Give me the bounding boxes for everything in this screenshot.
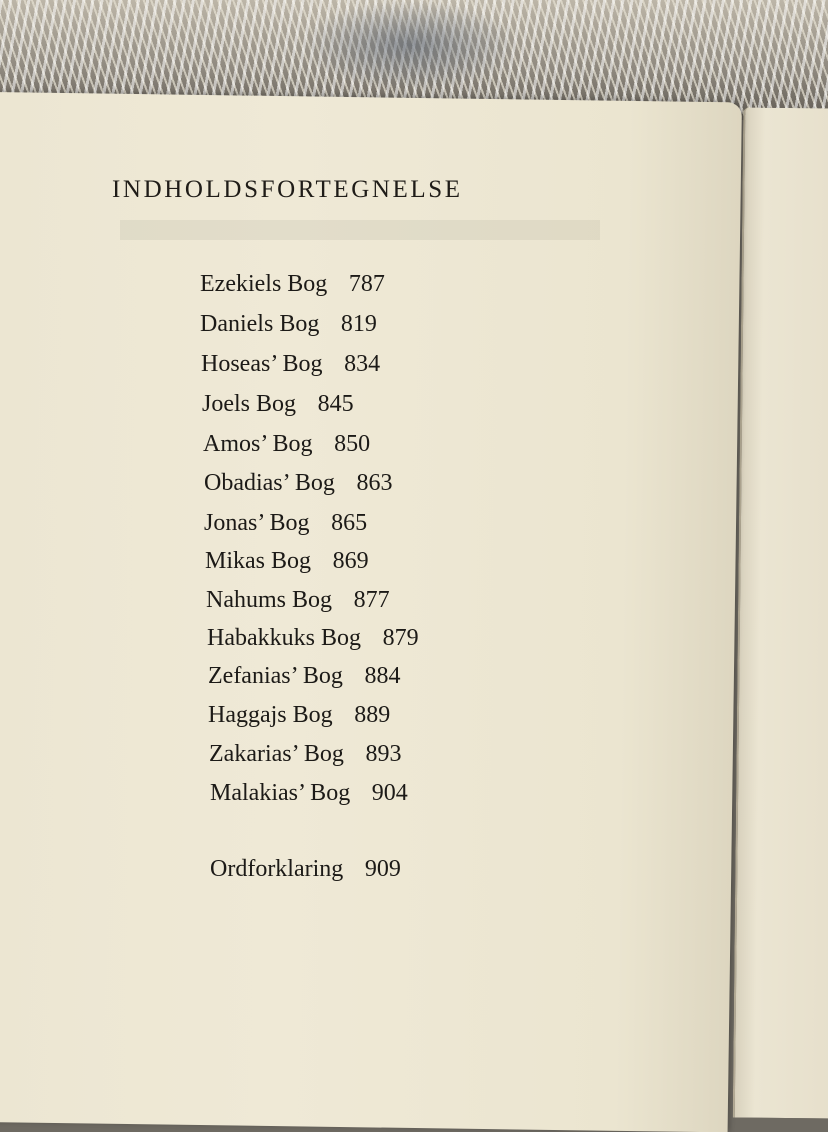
toc-entry-title: Zefanias’ Bog: [208, 663, 343, 689]
toc-entry-page: 787: [348, 271, 385, 297]
toc-entry: [204, 469, 392, 497]
toc-entry-page: 879: [382, 625, 419, 651]
toc-entry-page: 909: [364, 856, 401, 882]
toc-entry-title: Hoseas’ Bog: [201, 351, 323, 377]
toc-entry: [206, 586, 390, 614]
toc-entry-title: Ezekiels Bog: [200, 271, 328, 297]
toc-entry: [205, 547, 369, 575]
toc-entry-page: 863: [356, 470, 393, 496]
toc-entry: [210, 779, 408, 807]
toc-entry-title: Ordforklaring: [210, 856, 344, 882]
toc-entry-page: 834: [344, 351, 381, 377]
toc-entry: [210, 855, 401, 883]
toc-entry: [207, 624, 419, 652]
toc-entry-title: Zakarias’ Bog: [209, 741, 344, 767]
toc-entry: [208, 701, 390, 729]
toc-entry-page: 904: [371, 780, 408, 806]
toc-entry-title: Haggajs Bog: [208, 702, 333, 728]
toc-entry-title: Malakias’ Bog: [210, 780, 351, 806]
toc-entry: [209, 740, 401, 768]
toc-entry-title: Amos’ Bog: [203, 431, 313, 457]
toc-entry-page: 893: [365, 741, 402, 767]
toc-entry-title: Nahums Bog: [206, 587, 332, 613]
toc-entry-page: 865: [331, 510, 368, 536]
toc-entry: [208, 662, 400, 690]
toc-entry-title: Joels Bog: [202, 391, 297, 417]
toc-entry-title: Obadias’ Bog: [204, 470, 335, 496]
toc-entry: [202, 390, 354, 418]
toc-entry-page: 889: [354, 702, 391, 728]
page-title: INDHOLDSFORTEGNELSE: [112, 176, 463, 203]
toc-entry-page: 877: [353, 587, 390, 613]
toc-entry-title: Jonas’ Bog: [204, 510, 310, 536]
toc-entry-page: 845: [317, 391, 354, 417]
toc-entry-title: Habakkuks Bog: [207, 625, 361, 651]
toc-entry-page: 850: [334, 431, 371, 457]
toc-entry-title: Daniels Bog: [200, 311, 320, 337]
toc-entry-page: 869: [332, 548, 369, 574]
toc-entry: [204, 509, 367, 537]
toc-entry-title: Mikas Bog: [205, 548, 312, 574]
toc-entry: [200, 270, 385, 298]
toc-entry: [203, 430, 370, 458]
toc-entry: [200, 310, 377, 338]
toc-entry-page: 819: [340, 311, 377, 337]
toc-entry-page: 884: [364, 663, 401, 689]
toc-entry: [201, 350, 380, 378]
